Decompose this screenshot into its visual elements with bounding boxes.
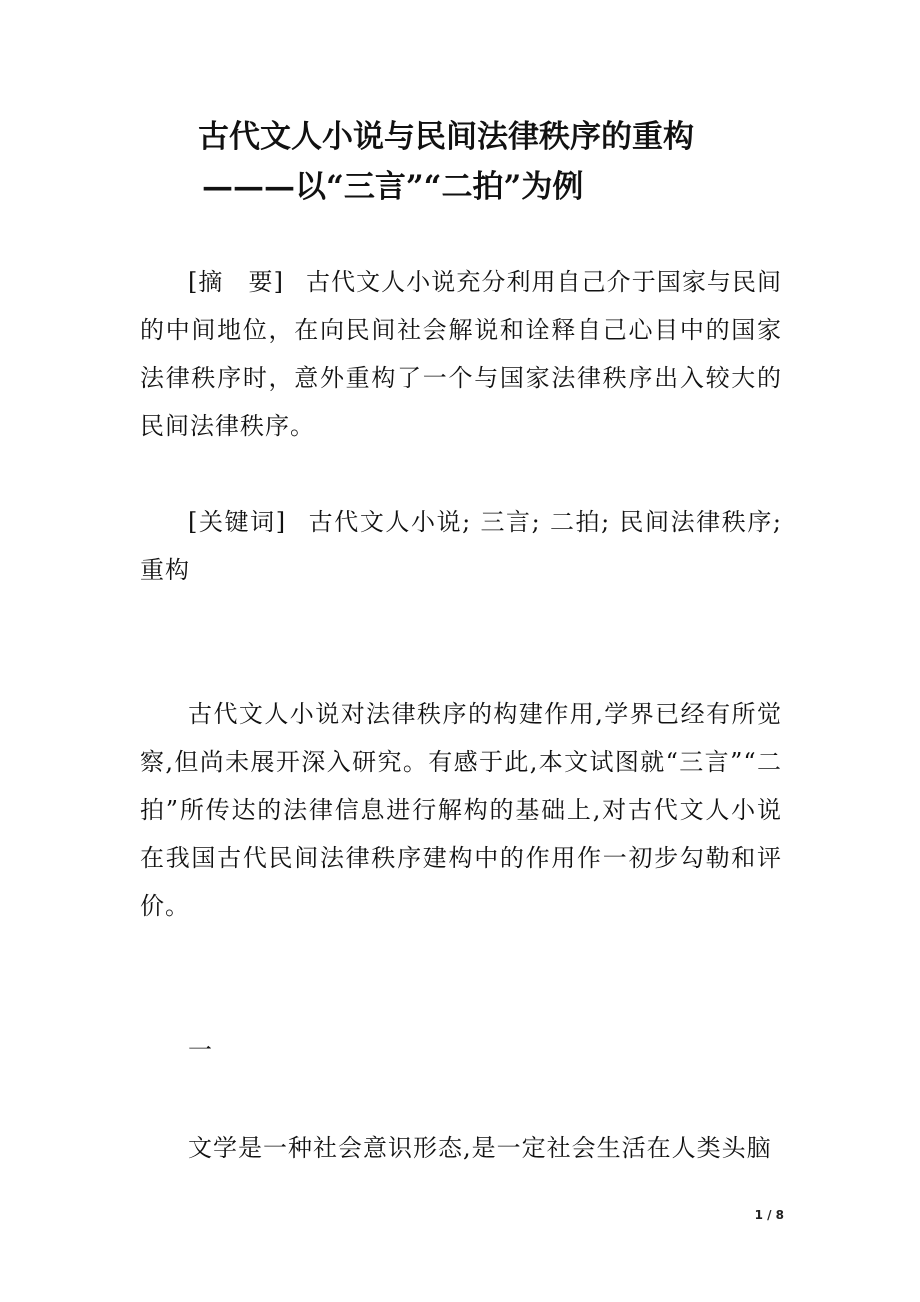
document-subtitle: ———以“三言”“二拍”为例 bbox=[202, 169, 584, 205]
abstract-label: [摘 要] bbox=[188, 268, 284, 296]
body-paragraph: 文学是一种社会意识形态,是一定社会生活在人类头脑 bbox=[188, 1134, 772, 1162]
abstract-text: 古代文人小说充分利用自己介于国家与民间的中间地位，在向民间社会解说和诠释自己心目中的国家法律秩序时，意外重构了一个与国家法律秩序出入较大的民间法律秩序。 bbox=[140, 268, 782, 440]
keywords-label: [关键词] bbox=[188, 508, 287, 536]
keywords-paragraph bbox=[140, 498, 782, 594]
page-number: 1 / 8 bbox=[754, 1208, 784, 1222]
document-title: 古代文人小说与民间法律秩序的重构 bbox=[198, 119, 694, 155]
keywords-text: 古代文人小说; 三言; 二拍; 民间法律秩序; 重构 bbox=[140, 508, 783, 584]
abstract-paragraph bbox=[140, 258, 782, 450]
section-heading: 一 bbox=[188, 1036, 213, 1064]
title-block bbox=[140, 112, 780, 212]
intro-paragraph: 古代文人小说对法律秩序的构建作用,学界已经有所觉察,但尚未展开深入研究。有感于此,本文试图就“三言”“二拍”所传达的法律信息进行解构的基础上,对古代文人小说在我国古代民间法律秩序建构中的作用作一初步勾勒和评价。 bbox=[140, 700, 782, 920]
